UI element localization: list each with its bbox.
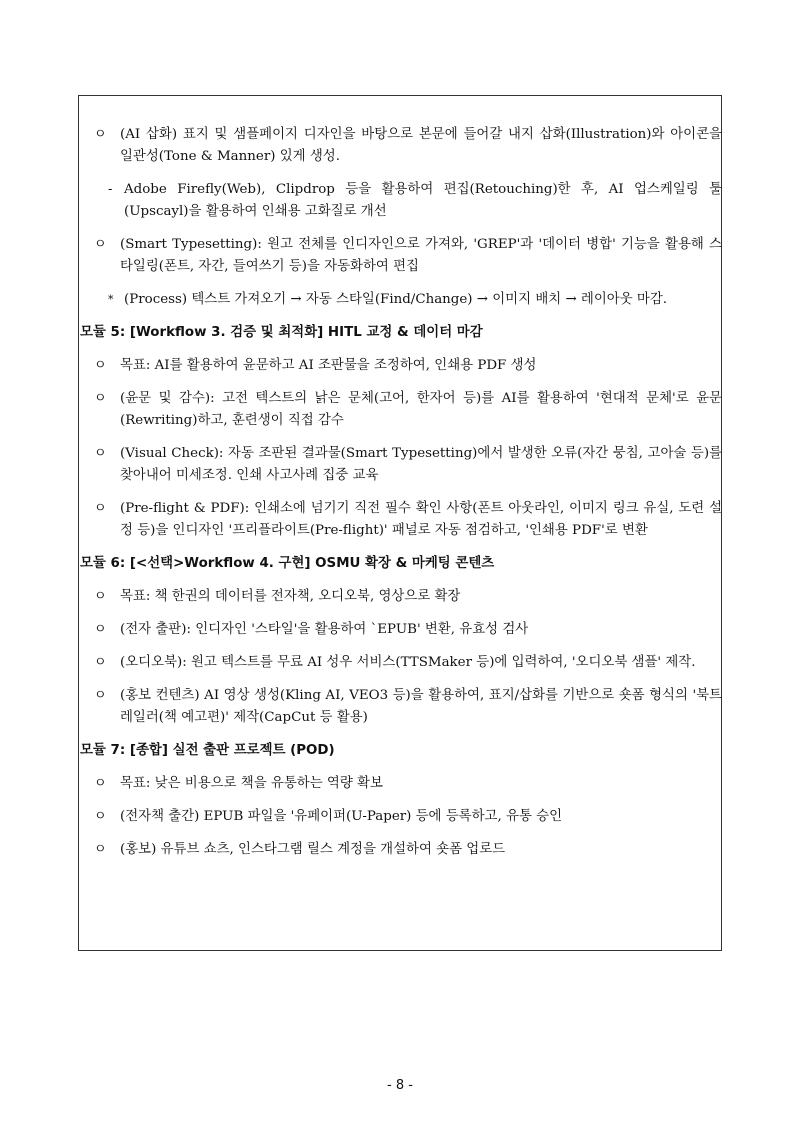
item-text: (AI 삽화) 표지 및 샘플페이지 디자인을 바탕으로 본문에 들어갈 내지 삽화(Illustration)와 아이콘을 일관성(Tone & Manner) 있게 생성.: [120, 127, 722, 164]
item-text: (Visual Check): 자동 조판된 결과물(Smart Typesetting)에서 발생한 오류(자간 뭉침, 고아술 등)를 찾아내어 미세조정. 인쇄 사고사례 집중 교육: [120, 446, 722, 483]
circle-bullet: ㅇ: [94, 776, 107, 791]
page-number: - 8 -: [387, 1078, 413, 1093]
circle-bullet: ㅇ: [94, 358, 107, 373]
item-text: 목표: AI를 활용하여 윤문하고 AI 조판물을 조정하여, 인쇄용 PDF 생성: [120, 358, 537, 373]
circle-bullet: ㅇ: [94, 391, 107, 406]
dash-bullet: -: [108, 182, 113, 197]
list-item: [82, 806, 722, 828]
asterisk-bullet: *: [108, 293, 114, 306]
list-item: [82, 124, 722, 168]
item-text: (Smart Typesetting): 원고 전체를 인디자인으로 가져와, 'GREP'과 '데이터 병합' 기능을 활용해 스타일링(폰트, 자간, 들여쓰기 등)을 자동화하여 편집: [120, 237, 722, 274]
list-item: [82, 355, 722, 377]
circle-bullet: ㅇ: [94, 809, 107, 824]
list-item: [82, 289, 722, 311]
list-item: [82, 652, 722, 674]
circle-bullet: ㅇ: [94, 842, 107, 857]
list-item: [82, 388, 722, 432]
list-item: [82, 773, 722, 795]
item-text: (홍보) 유튜브 쇼츠, 인스타그램 릴스 계정을 개설하여 숏폼 업로드: [120, 842, 506, 857]
item-text: 목표: 책 한권의 데이터를 전자책, 오디오북, 영상으로 확장: [120, 589, 461, 604]
list-item: [82, 586, 722, 608]
item-text: (Pre-flight & PDF): 인쇄소에 넘기기 직전 필수 확인 사항(폰트 아웃라인, 이미지 링크 유실, 도련 설정 등)을 인디자인 '프리플라이트(Pre-flight)' 패널로 자동 점검하고, '인쇄용 PDF'로 변환: [120, 501, 722, 538]
circle-bullet: ㅇ: [94, 622, 107, 637]
list-item: [82, 179, 722, 223]
module-heading: 모듈 7: [종합] 실전 출판 프로젝트 (POD): [80, 743, 335, 758]
item-text: Adobe Firefly(Web), Clipdrop 등을 활용하여 편집(Retouching)한 후, AI 업스케일링 툴(Upscayl)을 활용하여 인쇄용 고화질로 개선: [124, 182, 722, 219]
circle-bullet: ㅇ: [94, 688, 107, 703]
circle-bullet: ㅇ: [94, 237, 107, 252]
circle-bullet: ㅇ: [94, 501, 107, 516]
list-item: [82, 839, 722, 861]
list-item: [82, 443, 722, 487]
module-heading: 모듈 5: [Workflow 3. 검증 및 최적화] HITL 교정 & 데이터 마감: [80, 325, 483, 340]
item-text: (윤문 및 감수): 고전 텍스트의 낡은 문체(고어, 한자어 등)를 AI를 활용하여 '현대적 문체'로 윤문(Rewriting)하고, 훈련생이 직접 감수: [120, 391, 722, 428]
circle-bullet: ㅇ: [94, 446, 107, 461]
item-text: 목표: 낮은 비용으로 책을 유통하는 역량 확보: [120, 776, 383, 791]
list-item: [82, 234, 722, 278]
item-text: (전자 출판): 인디자인 '스타일'을 활용하여 `EPUB' 변환, 유효성 검사: [120, 622, 529, 637]
list-item: [82, 619, 722, 641]
module-heading: 모듈 6: [<선택>Workflow 4. 구현] OSMU 확장 & 마케팅 콘텐츠: [80, 556, 495, 571]
circle-bullet: ㅇ: [94, 655, 107, 670]
list-item: [82, 685, 722, 729]
circle-bullet: ㅇ: [94, 589, 107, 604]
circle-bullet: ㅇ: [94, 127, 107, 142]
item-text: (홍보 컨텐츠) AI 영상 생성(Kling AI, VEO3 등)을 활용하여, 표지/삽화를 기반으로 숏폼 형식의 '북트레일러(책 예고편)' 제작(CapCut 등 활용): [120, 688, 722, 725]
list-item: [82, 498, 722, 542]
item-text: (오디오북): 원고 텍스트를 무료 AI 성우 서비스(TTSMaker 등)에 입력하여, '오디오북 샘플' 제작.: [120, 655, 696, 670]
document-body: [82, 124, 722, 872]
item-text: (Process) 텍스트 가져오기 → 자동 스타일(Find/Change) → 이미지 배치 → 레이아웃 마감.: [124, 292, 668, 307]
item-text: (전자책 출간) EPUB 파일을 '유페이퍼(U-Paper) 등에 등록하고, 유통 승인: [120, 809, 562, 824]
